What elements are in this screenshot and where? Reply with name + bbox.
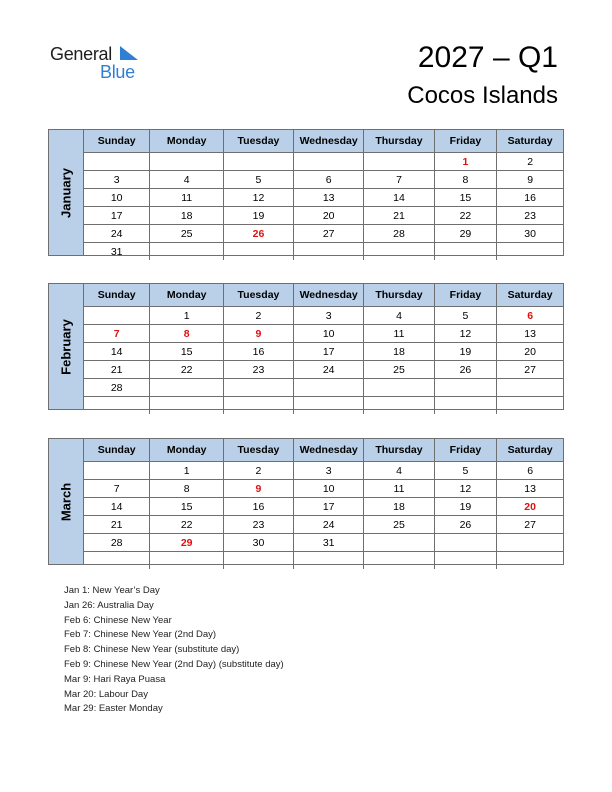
day-cell: 13 <box>497 325 563 343</box>
day-cell: 14 <box>364 189 434 207</box>
week-row <box>84 552 563 570</box>
empty-day-cell <box>84 397 150 415</box>
day-cell: 4 <box>364 307 434 325</box>
day-cell: 18 <box>150 207 224 225</box>
day-cell: 30 <box>497 225 563 243</box>
day-cell: 15 <box>150 343 224 361</box>
holiday-day-cell: 9 <box>224 480 294 498</box>
day-cell: 17 <box>84 207 150 225</box>
empty-day-cell <box>434 379 497 397</box>
day-cell: 19 <box>434 498 497 516</box>
day-cell: 22 <box>150 361 224 379</box>
day-cell: 31 <box>110 245 123 258</box>
week-row <box>84 343 563 361</box>
day-cell: 2 <box>497 153 563 171</box>
day-cell: 25 <box>364 361 434 379</box>
day-cell: 21 <box>84 516 150 534</box>
day-cell: 19 <box>224 207 294 225</box>
day-cell: 18 <box>364 343 434 361</box>
month-february <box>48 283 564 410</box>
empty-day-cell <box>224 153 294 171</box>
empty-day-cell <box>293 397 364 415</box>
weekday-header: Tuesday <box>224 284 294 307</box>
day-cell: 3 <box>293 307 364 325</box>
day-cell: 21 <box>84 361 150 379</box>
empty-day-cell <box>150 379 224 397</box>
day-cell: 11 <box>364 480 434 498</box>
month-grid <box>84 284 563 414</box>
weekday-header: Saturday <box>497 439 563 462</box>
day-cell: 7 <box>364 171 434 189</box>
day-cell: 1 <box>150 307 224 325</box>
weekday-header-row <box>84 130 563 153</box>
week-row <box>84 171 563 189</box>
empty-day-cell <box>150 397 224 415</box>
day-cell: 17 <box>293 343 364 361</box>
week-row <box>84 379 563 397</box>
weekday-header: Friday <box>434 130 497 153</box>
holiday-note: Jan 26: Australia Day <box>64 599 154 611</box>
day-cell: 27 <box>293 225 364 243</box>
day-cell: 21 <box>364 207 434 225</box>
weekday-header: Thursday <box>364 284 434 307</box>
month-side-label <box>49 439 84 564</box>
day-cell: 23 <box>224 516 294 534</box>
day-cell: 20 <box>497 343 563 361</box>
week-row <box>84 189 563 207</box>
empty-day-cell <box>293 153 364 171</box>
week-row <box>84 361 563 379</box>
week-row <box>84 225 563 243</box>
week-row <box>84 534 563 552</box>
day-cell: 26 <box>434 516 497 534</box>
day-cell: 26 <box>434 361 497 379</box>
holiday-notes <box>64 584 284 717</box>
weekday-header: Sunday <box>84 439 150 462</box>
day-cell: 13 <box>497 480 563 498</box>
week-row <box>84 325 563 343</box>
week-row <box>84 307 563 325</box>
day-cell: 3 <box>84 171 150 189</box>
empty-day-cell <box>434 534 497 552</box>
empty-day-cell <box>84 153 150 171</box>
month-name: March <box>58 482 74 521</box>
empty-day-cell <box>293 552 364 570</box>
day-cell: 11 <box>364 325 434 343</box>
week-row <box>84 516 563 534</box>
day-cell: 4 <box>364 462 434 480</box>
empty-day-cell <box>224 243 294 261</box>
day-cell: 6 <box>497 462 563 480</box>
day-cell: 8 <box>434 171 497 189</box>
empty-day-cell <box>497 534 563 552</box>
empty-day-cell <box>497 243 563 261</box>
empty-day-cell <box>434 397 497 415</box>
empty-day-cell <box>364 397 434 415</box>
day-cell: 14 <box>84 498 150 516</box>
day-cell: 28 <box>84 379 150 397</box>
day-cell: 5 <box>224 171 294 189</box>
weekday-header: Friday <box>434 439 497 462</box>
page-title: 2027 – Q1 <box>417 41 558 74</box>
holiday-day-cell: 6 <box>497 307 563 325</box>
weekday-header: Wednesday <box>293 130 364 153</box>
empty-day-cell <box>497 552 563 570</box>
empty-day-cell <box>364 534 434 552</box>
weekday-header: Wednesday <box>293 439 364 462</box>
weekday-header: Sunday <box>84 130 150 153</box>
holiday-note: Feb 7: Chinese New Year (2nd Day) <box>64 629 217 641</box>
week-row <box>84 480 563 498</box>
empty-day-cell <box>84 307 150 325</box>
day-cell: 3 <box>293 462 364 480</box>
day-cell: 19 <box>434 343 497 361</box>
day-cell: 1 <box>150 462 224 480</box>
empty-day-cell <box>364 379 434 397</box>
weekday-header-row <box>84 439 563 462</box>
empty-day-cell <box>364 243 434 261</box>
holiday-note: Feb 9: Chinese New Year (2nd Day) (substitute day) <box>64 658 284 670</box>
month-grid <box>84 130 563 260</box>
month-march <box>48 438 564 565</box>
logo-text-general: General <box>50 44 112 64</box>
day-cell: 24 <box>293 361 364 379</box>
weekday-header: Thursday <box>364 130 434 153</box>
day-cell: 2 <box>224 307 294 325</box>
week-row <box>84 397 563 415</box>
day-cell: 10 <box>293 325 364 343</box>
day-cell: 18 <box>364 498 434 516</box>
day-cell: 2 <box>224 462 294 480</box>
empty-day-cell <box>364 552 434 570</box>
day-cell: 31 <box>293 534 364 552</box>
week-row <box>84 462 563 480</box>
day-cell: 9 <box>497 171 563 189</box>
day-cell: 24 <box>293 516 364 534</box>
weekday-header: Thursday <box>364 439 434 462</box>
month-side-label <box>49 284 84 409</box>
holiday-day-cell: 1 <box>434 153 497 171</box>
day-cell: 10 <box>84 189 150 207</box>
day-cell: 16 <box>224 498 294 516</box>
day-cell: 17 <box>293 498 364 516</box>
day-cell: 22 <box>434 207 497 225</box>
empty-day-cell <box>224 379 294 397</box>
empty-day-cell <box>84 552 150 570</box>
week-row <box>84 498 563 516</box>
day-cell: 23 <box>497 207 563 225</box>
day-cell: 23 <box>224 361 294 379</box>
day-cell: 10 <box>293 480 364 498</box>
day-cell: 24 <box>84 225 150 243</box>
holiday-note: Mar 29: Easter Monday <box>64 703 163 715</box>
holiday-day-cell: 26 <box>224 225 294 243</box>
page-subtitle: Cocos Islands <box>407 82 558 109</box>
week-row <box>84 153 563 171</box>
month-side-label <box>49 130 84 255</box>
day-cell: 14 <box>84 343 150 361</box>
holiday-day-cell: 29 <box>150 534 224 552</box>
day-cell: 12 <box>224 189 294 207</box>
day-cell: 15 <box>434 189 497 207</box>
day-cell: 6 <box>293 171 364 189</box>
week-row <box>84 243 563 261</box>
weekday-header: Sunday <box>84 284 150 307</box>
day-cell: 30 <box>224 534 294 552</box>
day-cell: 15 <box>150 498 224 516</box>
empty-day-cell <box>84 462 150 480</box>
empty-day-cell <box>364 153 434 171</box>
weekday-header: Wednesday <box>293 284 364 307</box>
day-cell: 12 <box>434 325 497 343</box>
empty-day-cell <box>434 552 497 570</box>
month-name: January <box>58 167 74 218</box>
weekday-header: Monday <box>150 130 224 153</box>
empty-day-cell <box>293 379 364 397</box>
holiday-note: Feb 6: Chinese New Year <box>64 614 172 626</box>
day-cell: 20 <box>293 207 364 225</box>
day-cell: 27 <box>497 516 563 534</box>
day-cell: 22 <box>150 516 224 534</box>
holiday-note: Feb 8: Chinese New Year (substitute day) <box>64 644 240 656</box>
empty-day-cell <box>497 379 563 397</box>
holiday-note: Jan 1: New Year’s Day <box>64 585 160 596</box>
generalblue-logo <box>50 44 150 84</box>
holiday-note: Mar 9: Hari Raya Puasa <box>64 673 166 685</box>
empty-day-cell <box>293 243 364 261</box>
day-cell: 25 <box>364 516 434 534</box>
day-cell: 4 <box>150 171 224 189</box>
weekday-header-row <box>84 284 563 307</box>
weekday-header: Monday <box>150 439 224 462</box>
empty-day-cell <box>150 153 224 171</box>
weekday-header: Saturday <box>497 130 563 153</box>
logo-triangle-icon <box>120 46 140 62</box>
day-cell: 27 <box>497 361 563 379</box>
empty-day-cell <box>224 397 294 415</box>
holiday-day-cell: 8 <box>150 325 224 343</box>
logo-text-blue: Blue <box>100 62 135 82</box>
weekday-header: Tuesday <box>224 130 294 153</box>
day-cell: 28 <box>84 534 150 552</box>
holiday-day-cell: 20 <box>497 498 563 516</box>
day-cell: 29 <box>434 225 497 243</box>
empty-day-cell <box>150 243 224 261</box>
day-cell: 25 <box>150 225 224 243</box>
empty-day-cell <box>497 397 563 415</box>
day-cell: 8 <box>150 480 224 498</box>
day-cell: 11 <box>150 189 224 207</box>
month-grid <box>84 439 563 569</box>
weekday-header: Monday <box>150 284 224 307</box>
weekday-header: Saturday <box>497 284 563 307</box>
day-cell: 7 <box>84 480 150 498</box>
week-row <box>84 207 563 225</box>
empty-day-cell <box>224 552 294 570</box>
weekday-header: Friday <box>434 284 497 307</box>
weekday-header: Tuesday <box>224 439 294 462</box>
day-cell: 13 <box>293 189 364 207</box>
day-cell: 16 <box>497 189 563 207</box>
month-january <box>48 129 564 256</box>
day-cell: 28 <box>364 225 434 243</box>
month-name: February <box>58 318 74 375</box>
day-cell: 5 <box>434 307 497 325</box>
day-cell: 5 <box>434 462 497 480</box>
empty-day-cell <box>150 552 224 570</box>
holiday-note: Mar 20: Labour Day <box>64 688 148 700</box>
holiday-day-cell: 7 <box>84 325 150 343</box>
day-cell: 16 <box>224 343 294 361</box>
empty-day-cell <box>434 243 497 261</box>
holiday-day-cell: 9 <box>224 325 294 343</box>
day-cell: 12 <box>434 480 497 498</box>
